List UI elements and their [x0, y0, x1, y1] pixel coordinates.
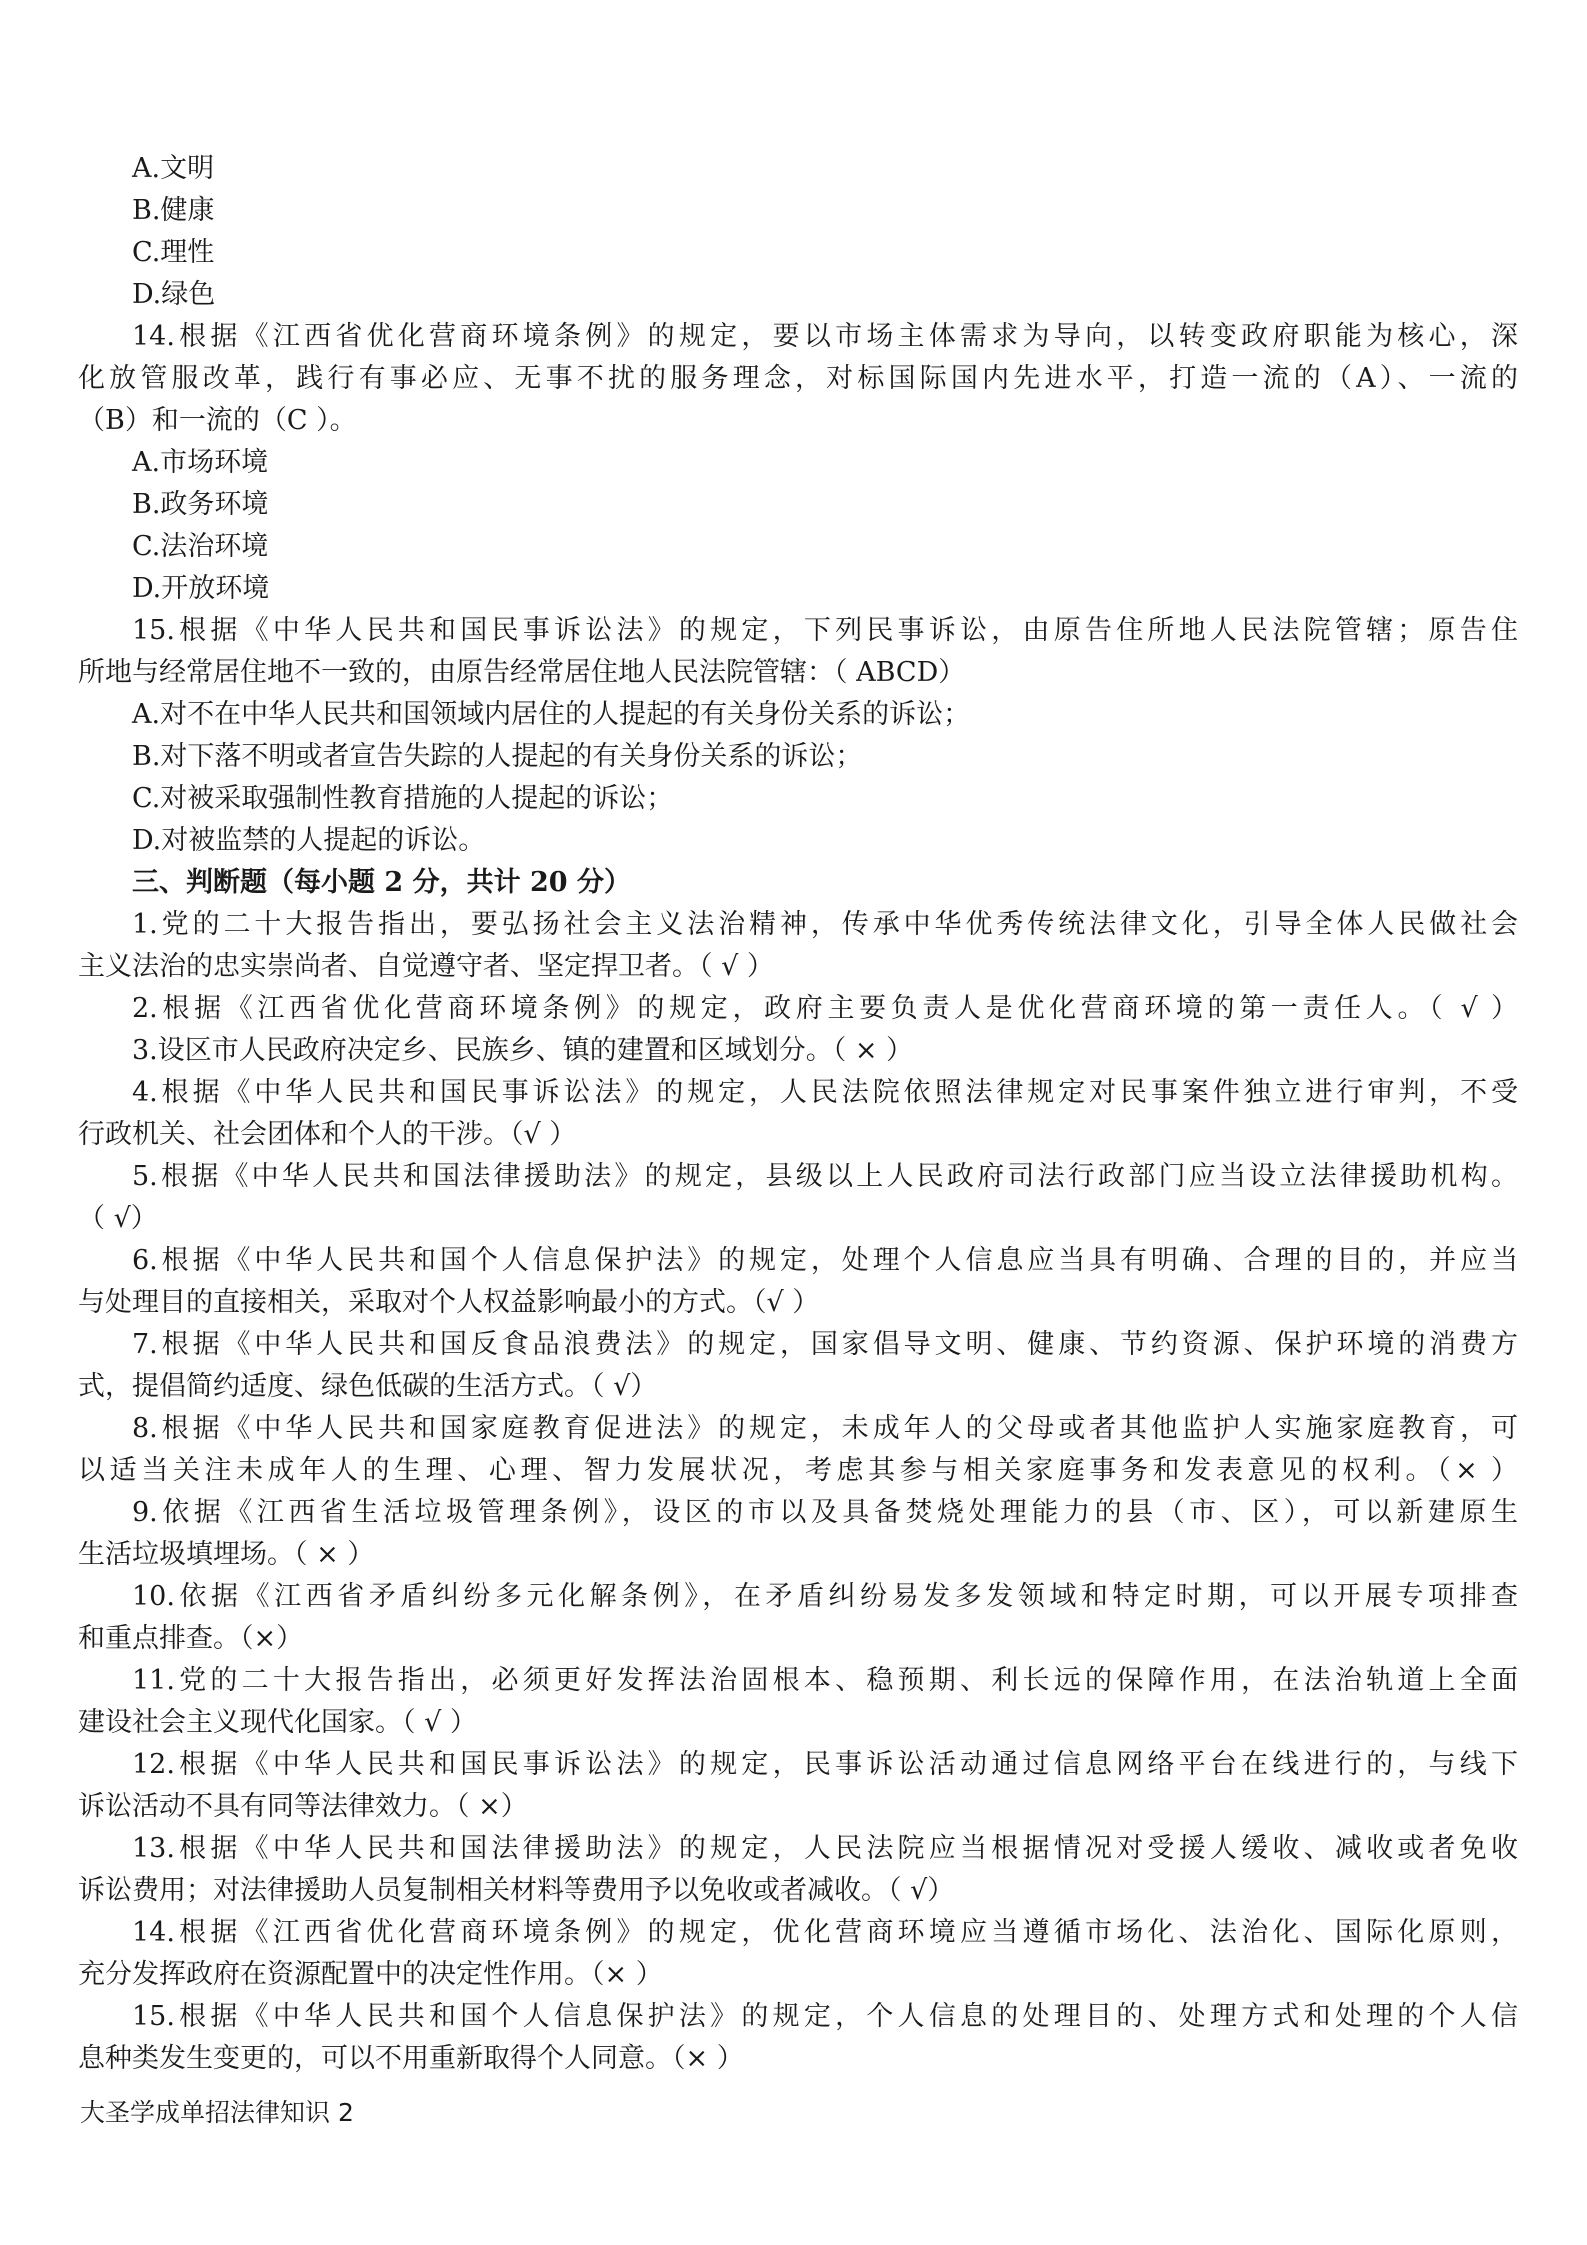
- text-line: D.对被监禁的人提起的诉讼。: [132, 825, 486, 856]
- text-line: 2.根据《江西省优化营商环境条例》的规定，政府主要负责人是优化营商环境的第一责任人。（ √ ）: [132, 993, 1518, 1024]
- text-line: 以适当关注未成年人的生理、心理、智力发展状况，考虑其参与相关家庭事务和发表意见的权利。（× ）: [78, 1455, 1518, 1486]
- text-line: 13.根据《中华人民共和国法律援助法》的规定，人民法院应当根据情况对受援人缓收、减收或者免收: [132, 1833, 1518, 1864]
- text-line: 三、判断题（每小题 2 分，共计 20 分）: [132, 867, 631, 898]
- text-line: 所地与经常居住地不一致的，由原告经常居住地人民法院管辖：（ ABCD）: [78, 657, 966, 688]
- text-line: 12.根据《中华人民共和国民事诉讼法》的规定，民事诉讼活动通过信息网络平台在线进行的，与线下: [132, 1749, 1518, 1780]
- text-line: 3.设区市人民政府决定乡、民族乡、镇的建置和区域划分。（ × ）: [132, 1035, 914, 1066]
- text-line: 11.党的二十大报告指出，必须更好发挥法治固根本、稳预期、利长远的保障作用，在法治轨道上全面: [132, 1665, 1518, 1696]
- text-line: A.市场环境: [132, 447, 269, 478]
- text-line: B.健康: [132, 195, 215, 226]
- text-line: 7.根据《中华人民共和国反食品浪费法》的规定，国家倡导文明、健康、节约资源、保护环境的消费方: [132, 1329, 1518, 1360]
- text-line: 诉讼活动不具有同等法律效力。（ ×）: [78, 1791, 528, 1822]
- text-line: A.对不在中华人民共和国领域内居住的人提起的有关身份关系的诉讼；: [132, 699, 971, 730]
- text-line: B.政务环境: [132, 489, 269, 520]
- text-line: 10.依据《江西省矛盾纠纷多元化解条例》，在矛盾纠纷易发多发领域和特定时期，可以开展专项排查: [132, 1581, 1518, 1612]
- text-line: C.法治环境: [132, 531, 269, 562]
- document-body: [78, 148, 1518, 2080]
- text-line: A.文明: [132, 153, 215, 184]
- text-line: C.理性: [132, 237, 215, 268]
- text-line: 8.根据《中华人民共和国家庭教育促进法》的规定，未成年人的父母或者其他监护人实施家庭教育，可: [132, 1413, 1518, 1444]
- text-line: D.开放环境: [132, 573, 270, 604]
- text-line: 生活垃圾填埋场。（ × ）: [78, 1539, 375, 1570]
- text-line: 9.依据《江西省生活垃圾管理条例》，设区的市以及具备焚烧处理能力的县（市、区），可以新建原生: [132, 1497, 1518, 1528]
- text-line: 14.根据《江西省优化营商环境条例》的规定，要以市场主体需求为导向，以转变政府职能为核心，深: [132, 321, 1518, 352]
- text-line: （ √）: [78, 1203, 158, 1234]
- text-line: 14.根据《江西省优化营商环境条例》的规定，优化营商环境应当遵循市场化、法治化、国际化原则，: [132, 1917, 1518, 1948]
- text-line: 诉讼费用；对法律援助人员复制相关材料等费用予以免收或者减收。（ √）: [78, 1875, 955, 1906]
- text-line: 化放管服改革，践行有事必应、无事不扰的服务理念，对标国际国内先进水平，打造一流的（A）、一流的: [78, 363, 1518, 394]
- text-line: 与处理目的直接相关，采取对个人权益影响最小的方式。（√ ）: [78, 1287, 820, 1318]
- text-line: 建设社会主义现代化国家。（ √ ）: [78, 1707, 477, 1738]
- text-line: 息种类发生变更的，可以不用重新取得个人同意。（× ）: [78, 2043, 744, 2074]
- text-line: 6.根据《中华人民共和国个人信息保护法》的规定，处理个人信息应当具有明确、合理的目的，并应当: [132, 1245, 1518, 1276]
- text-line: （B）和一流的（C ）。: [78, 405, 357, 436]
- text-line: 15.根据《中华人民共和国个人信息保护法》的规定，个人信息的处理目的、处理方式和处理的个人信: [132, 2001, 1518, 2032]
- text-line: 充分发挥政府在资源配置中的决定性作用。（× ）: [78, 1959, 663, 1990]
- text-line: 15.根据《中华人民共和国民事诉讼法》的规定，下列民事诉讼，由原告住所地人民法院管辖；原告住: [132, 615, 1518, 646]
- text-line: 1.党的二十大报告指出，要弘扬社会主义法治精神，传承中华优秀传统法律文化，引导全体人民做社会: [132, 909, 1518, 940]
- text-line: 5.根据《中华人民共和国法律援助法》的规定，县级以上人民政府司法行政部门应当设立法律援助机构。: [132, 1161, 1518, 1192]
- page-footer: 大圣学成单招法律知识 2: [80, 2098, 354, 2127]
- text-line: 主义法治的忠实崇尚者、自觉遵守者、坚定捍卫者。（ √ ）: [78, 951, 774, 982]
- text-line: D.绿色: [132, 279, 216, 310]
- text-line: B.对下落不明或者宣告失踪的人提起的有关身份关系的诉讼；: [132, 741, 863, 772]
- text-line: C.对被采取强制性教育措施的人提起的诉讼；: [132, 783, 674, 814]
- text-line: 和重点排查。（×）: [78, 1623, 304, 1654]
- text-line: 式，提倡简约适度、绿色低碳的生活方式。（ √）: [78, 1371, 658, 1402]
- text-line: 行政机关、社会团体和个人的干涉。（√ ）: [78, 1119, 577, 1150]
- text-line: 4.根据《中华人民共和国民事诉讼法》的规定，人民法院依照法律规定对民事案件独立进行审判，不受: [132, 1077, 1518, 1108]
